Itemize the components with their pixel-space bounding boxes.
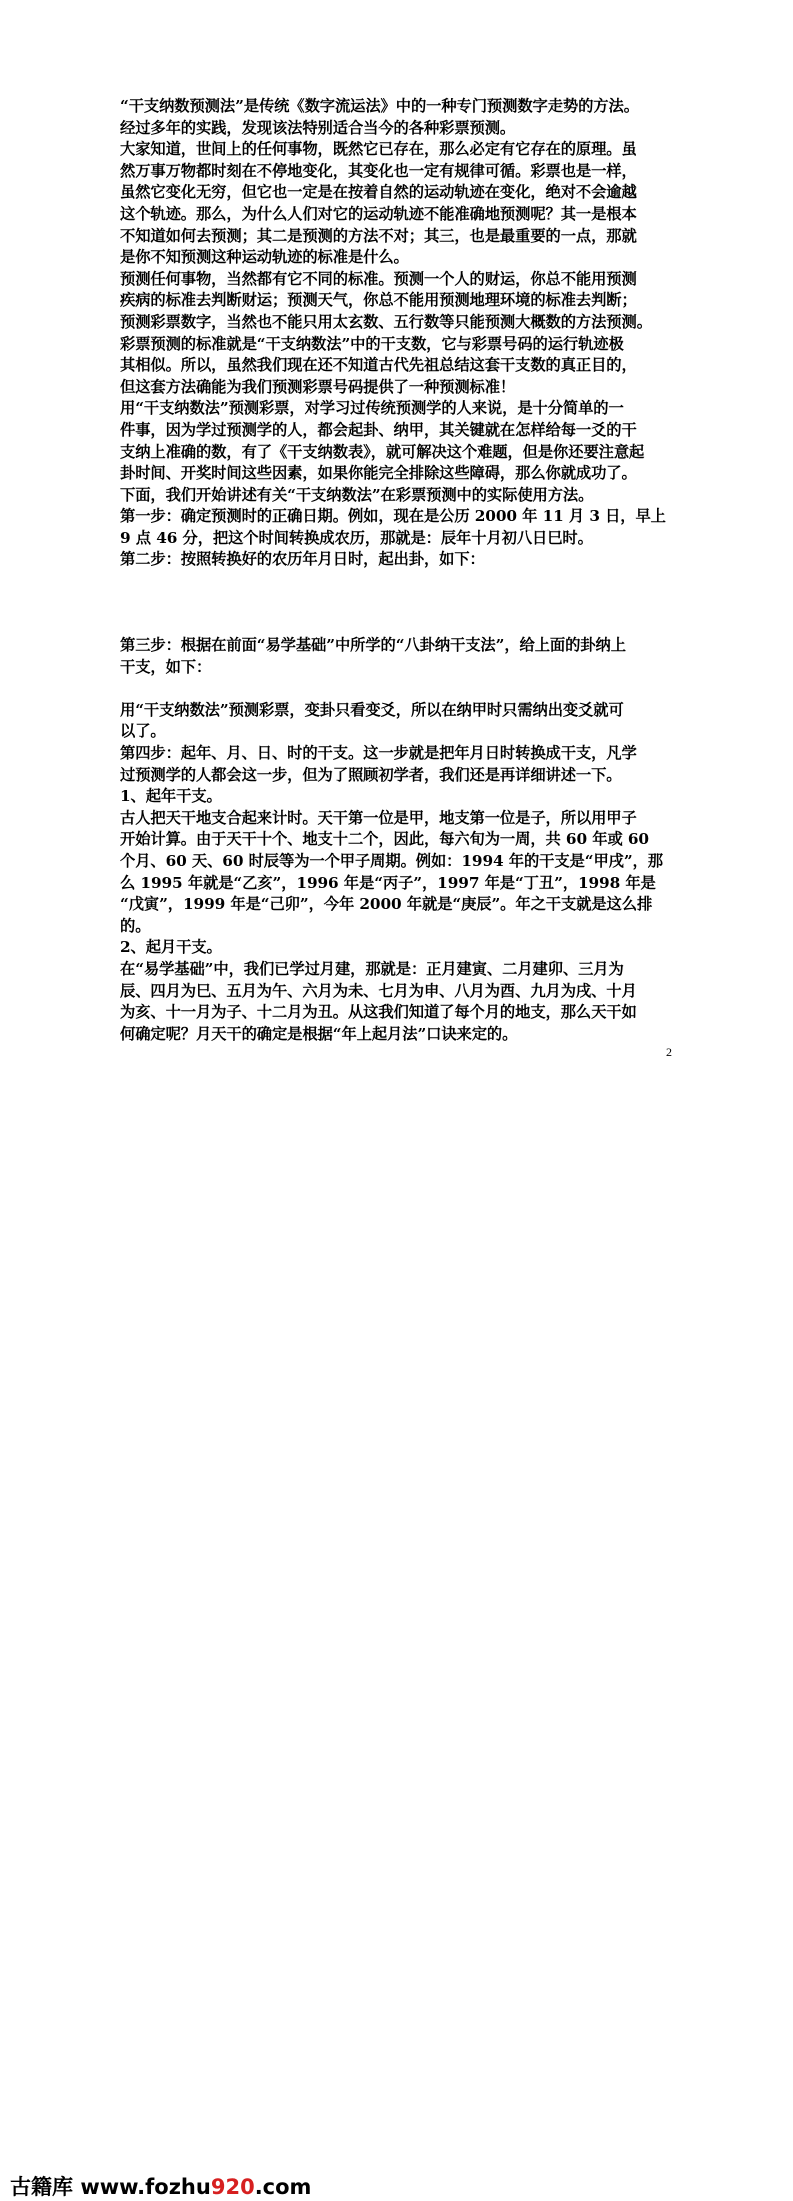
text-line: 经过多年的实践，发现该法特别适合当今的各种彩票预测。 bbox=[120, 118, 516, 137]
text-line: 个月、60 天、60 时辰等为一个甲子周期。例如：1994 年的干支是“甲戌”，那 bbox=[120, 852, 663, 870]
text-line: 么 1995 年就是“乙亥”，1996 年是“丙子”，1997 年是“丁丑”，1998 年是 bbox=[120, 873, 656, 892]
text-line: 下面，我们开始讲述有关“干支纳数法”在彩票预测中的实际使用方法。 bbox=[120, 485, 594, 504]
text-line: 其相似。所以，虽然我们现在还不知道古代先祖总结这套干支数的真正目的， bbox=[120, 356, 637, 375]
footer-watermark-bar bbox=[0, 1084, 793, 2199]
text-line: 预测任何事物，当然都有它不同的标准。预测一个人的财运，你总不能用预测 bbox=[120, 269, 637, 288]
text-line: 第三步：根据在前面“易学基础”中所学的“八卦纳干支法”，给上面的卦纳上 bbox=[120, 636, 626, 655]
text-line: 件事，因为学过预测学的人，都会起卦、纳甲，其关键就在怎样给每一爻的干 bbox=[120, 420, 637, 439]
text-line: 疾病的标准去判断财运；预测天气，你总不能用预测地理环境的标准去判断； bbox=[120, 291, 637, 310]
text-line: 的。 bbox=[120, 916, 151, 935]
text-line: 1、起年干支。 bbox=[120, 787, 222, 806]
site-url-prefix: www.fozhu bbox=[80, 2175, 211, 2199]
text-line: 以了。 bbox=[120, 722, 166, 741]
site-name: 古籍库 bbox=[10, 2175, 73, 2199]
text-line: 然万事万物都时刻在不停地变化，其变化也一定有规律可循。彩票也是一样， bbox=[120, 161, 637, 180]
text-line: 干支，如下： bbox=[120, 657, 212, 676]
text-line: 虽然它变化无穷，但它也一定是在按着自然的运动轨迹在变化，绝对不会逾越 bbox=[120, 183, 637, 202]
figure-gap-ganzhi bbox=[120, 678, 680, 700]
text-line: 这个轨迹。那么，为什么人们对它的运动轨迹不能准确地预测呢？其一是根本 bbox=[120, 204, 637, 223]
text-line: 但这套方法确能为我们预测彩票号码提供了一种预测标准！ bbox=[120, 377, 516, 396]
text-line: 开始计算。由于天干十个、地支十二个，因此，每六旬为一周，共 60 年或 60 bbox=[120, 830, 649, 849]
text-line: 用“干支纳数法”预测彩票，变卦只看变爻，所以在纳甲时只需纳出变爻就可 bbox=[120, 700, 624, 719]
text-line: 大家知道，世间上的任何事物，既然它已存在，那么必定有它存在的原理。虽 bbox=[120, 140, 637, 159]
text-line: 用“干支纳数法”预测彩票，对学习过传统预测学的人来说，是十分简单的一 bbox=[120, 399, 624, 418]
text-line: 卦时间、开奖时间这些因素，如果你能完全排除这些障碍，那么你就成功了。 bbox=[120, 464, 637, 483]
site-watermark bbox=[10, 2171, 311, 2201]
text-line: 为亥、十一月为子、十二月为丑。从这我们知道了每个月的地支，那么天干如 bbox=[120, 1003, 637, 1022]
text-block-step-three bbox=[120, 635, 680, 678]
figure-gap-hexagram bbox=[120, 571, 680, 635]
text-line: “干支纳数预测法”是传统《数字流运法》中的一种专门预测数字走势的方法。 bbox=[120, 97, 639, 115]
text-line: “戊寅”，1999 年是“己卯”，今年 2000 年就是“庚辰”。年之干支就是这么排 bbox=[120, 895, 653, 914]
text-line: 第一步：确定预测时的正确日期。例如，现在是公历 2000 年 11 月 3 日，早上 bbox=[120, 507, 666, 526]
text-line: 不知道如何去预测；其二是预测的方法不对；其三，也是最重要的一点，那就 bbox=[120, 226, 637, 245]
text-block-intro bbox=[120, 96, 680, 571]
text-line: 支纳上准确的数，有了《干支纳数表》，就可解决这个难题，但是你还要注意起 bbox=[120, 442, 645, 461]
text-line: 辰、四月为巳、五月为午、六月为未、七月为申、八月为酉、九月为戌、十月 bbox=[120, 981, 637, 1000]
text-block-step-four bbox=[120, 700, 680, 1046]
text-line: 古人把天干地支合起来计时。天干第一位是甲，地支第一位是子，所以用甲子 bbox=[120, 808, 637, 827]
text-line: 是你不知预测这种运动轨迹的标准是什么。 bbox=[120, 248, 409, 267]
text-line: 预测彩票数字，当然也不能只用太玄数、五行数等只能预测大概数的方法预测。 bbox=[120, 312, 652, 331]
text-line: 第二步：按照转换好的农历年月日时，起出卦，如下： bbox=[120, 550, 485, 569]
text-line: 在“易学基础”中，我们已学过月建，那就是：正月建寅、二月建卯、三月为 bbox=[120, 959, 624, 978]
text-line: 9 点 46 分，把这个时间转换成农历，那就是：辰年十月初八日巳时。 bbox=[120, 528, 593, 547]
page-number: 2 bbox=[666, 1045, 672, 1059]
text-line: 过预测学的人都会这一步，但为了照顾初学者，我们还是再详细讲述一下。 bbox=[120, 765, 622, 784]
text-line: 彩票预测的标准就是“干支纳数法”中的干支数，它与彩票号码的运行轨迹极 bbox=[120, 334, 624, 353]
site-url-suffix: .com bbox=[254, 2175, 312, 2199]
document-body bbox=[120, 96, 680, 1045]
text-line: 何确定呢？月天干的确定是根据“年上起月法”口诀来定的。 bbox=[120, 1024, 518, 1043]
text-line: 2、起月干支。 bbox=[120, 938, 222, 957]
site-url-number: 920 bbox=[210, 2175, 255, 2199]
text-line: 第四步：起年、月、日、时的干支。这一步就是把年月日时转换成干支，凡学 bbox=[120, 744, 637, 763]
